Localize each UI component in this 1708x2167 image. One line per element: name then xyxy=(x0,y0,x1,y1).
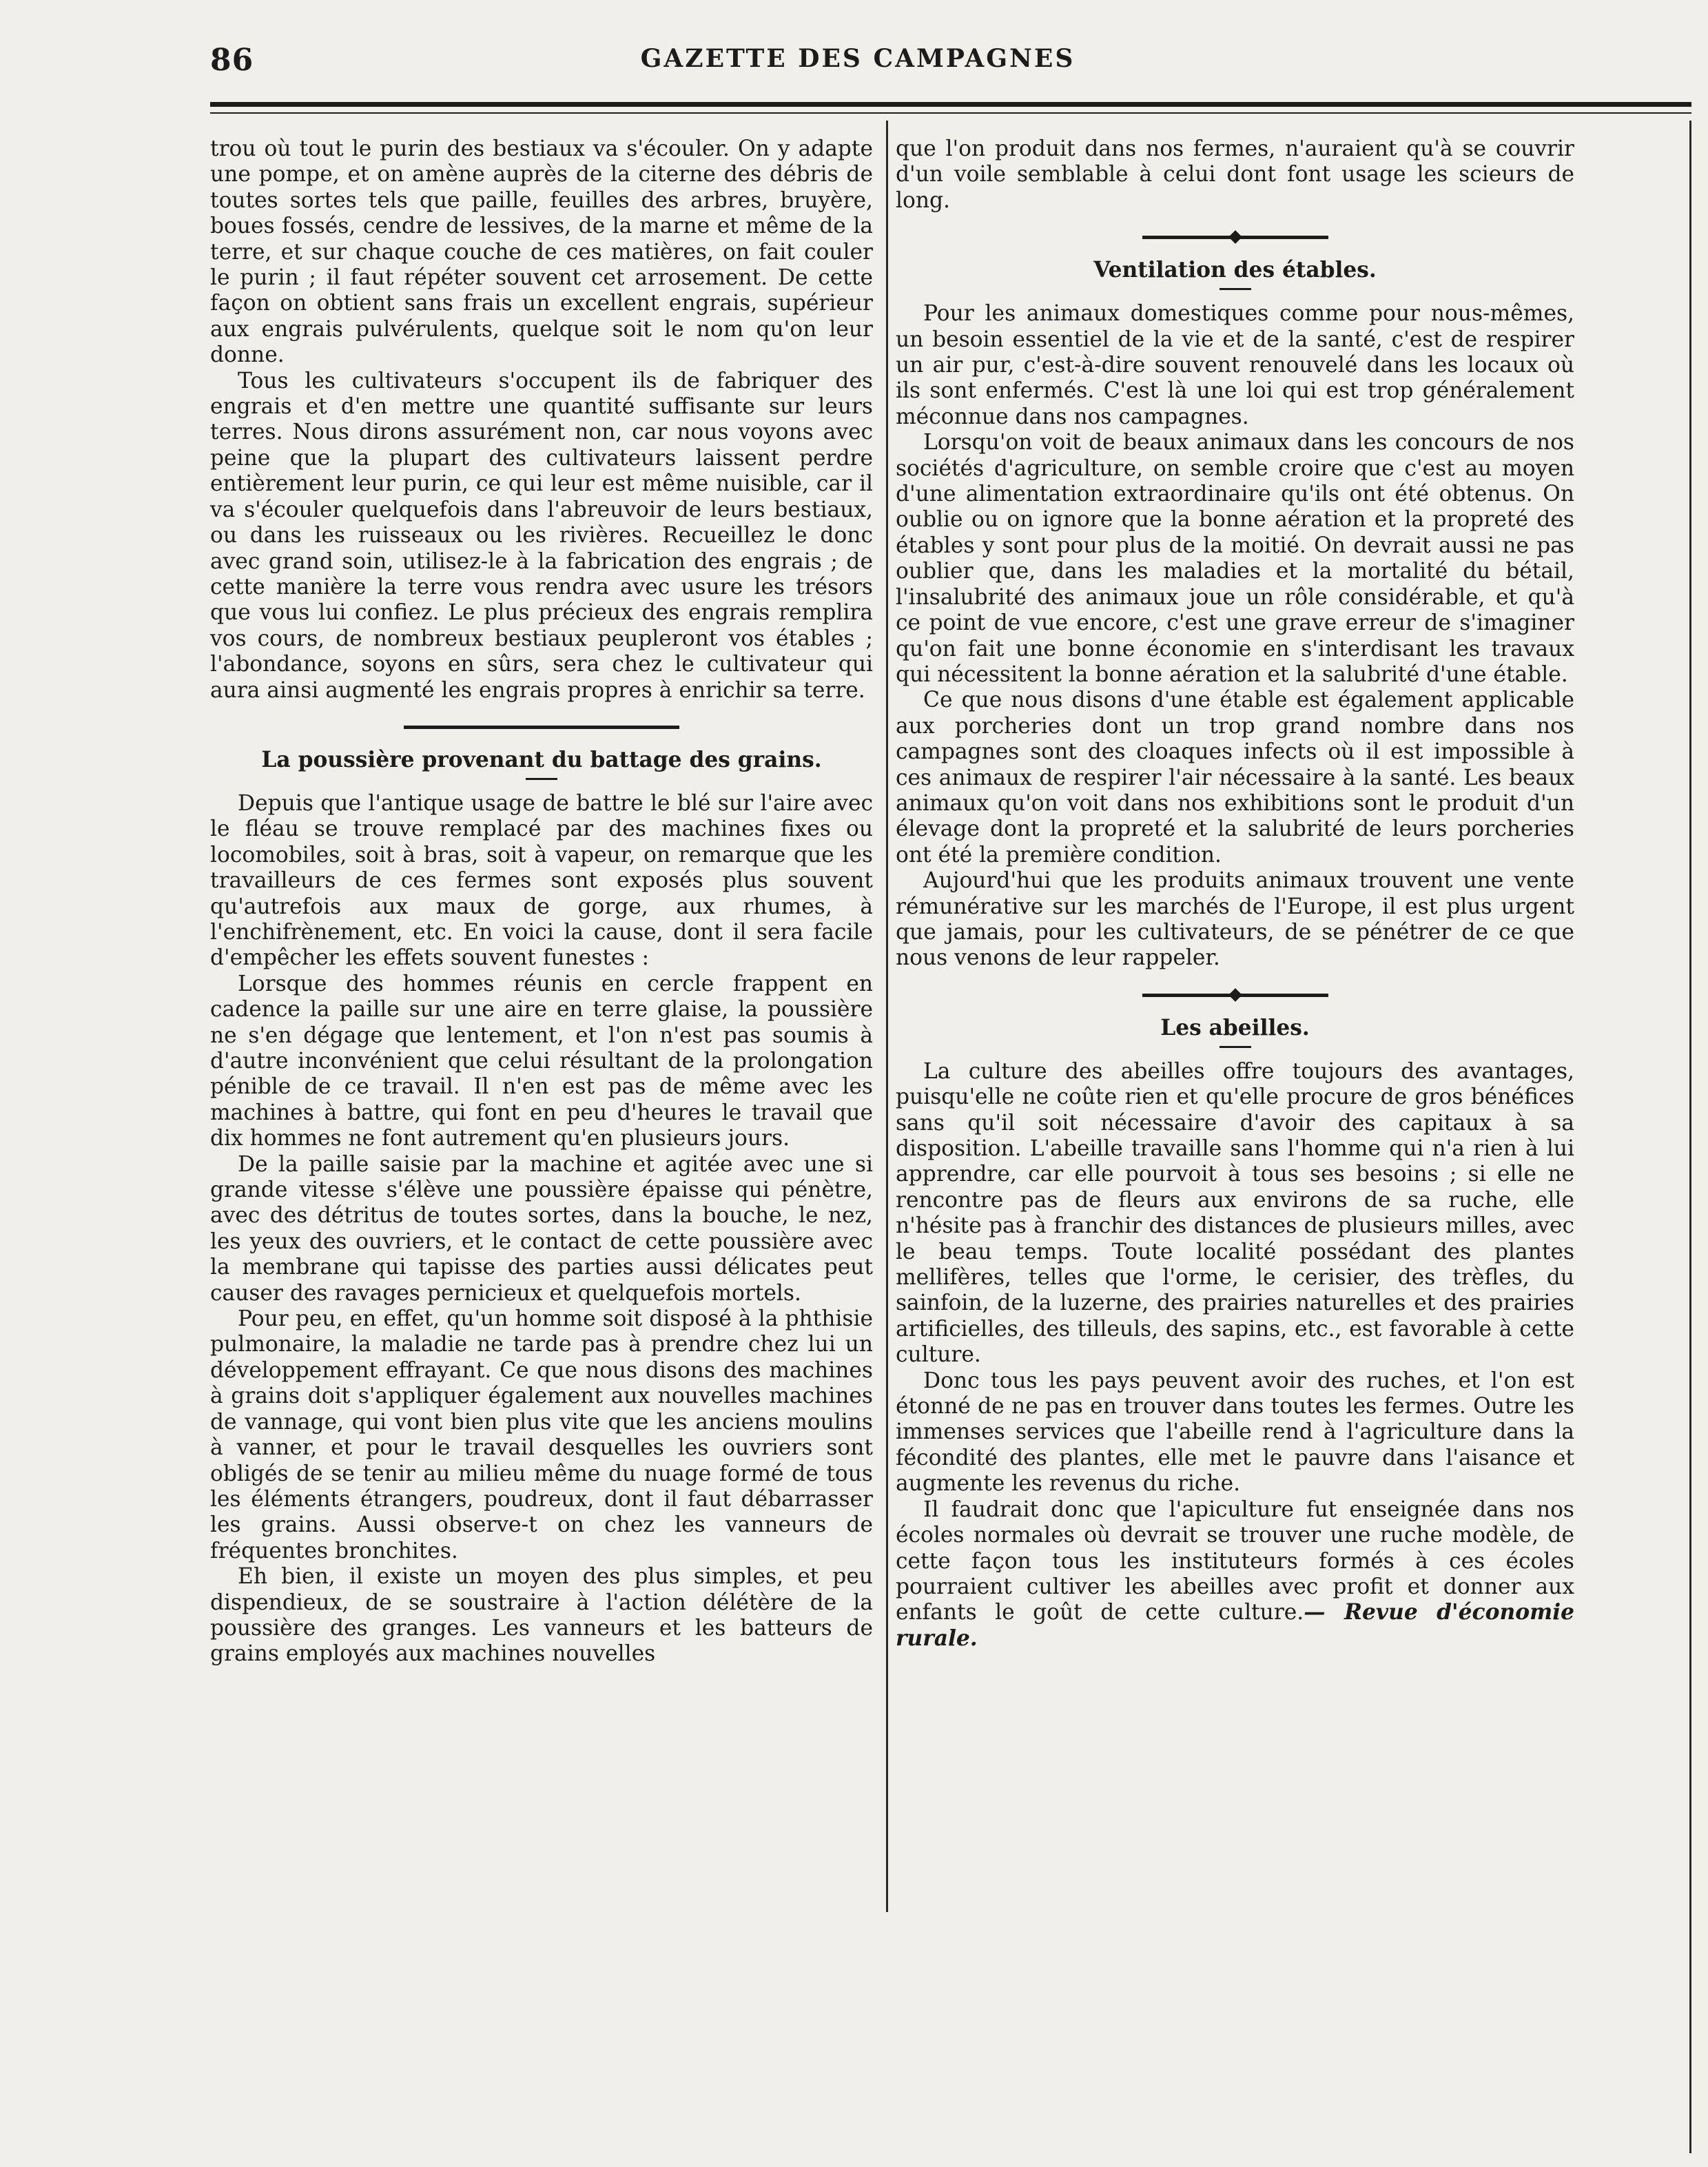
paragraph-with-signature xyxy=(896,1497,1574,1652)
paragraph: Tous les cultivateurs s'occupent ils de fabriquer des engrais et d'en mettre une quantité suffisante sur leurs terres. Nous dirons assurément non, car nous voyons avec peine que la plupart des cultivateurs laissent perdre entièrement leur purin, ce qui leur est même nuisible, car il va s'écouler quelquefois dans l'abreuvoir de leurs bestiaux, ou dans les ruisseaux ou les rivières. Recueillez le donc avec grand soin, utilisez-le à la fabrication des engrais ; de cette manière la terre vous rendra avec usure les trésors que vous lui confiez. Le plus précieux des engrais remplira vos cours, de nombreux bestiaux peupleront vos étables ; l'abondance, soyons en sûrs, sera chez le cultivateur qui aura ainsi augmenté les engrais propres à enrichir sa terre. xyxy=(210,368,873,703)
column-divider xyxy=(886,121,888,1912)
page-header xyxy=(210,43,1505,84)
paragraph: La culture des abeilles offre toujours des avantages, puisqu'elle ne coûte rien et qu'elle procure de gros bénéfices sans qu'il soit nécessaire d'avoir des capitaux à sa disposition. L'abeille travaille sans l'homme qui n'a rien à lui apprendre, car elle pourvoit à tous ses besoins ; si elle ne rencontre pas de fleurs aux environs de sa ruche, elle n'hésite pas à franchir des distances de plusieurs milles, avec le beau temps. Toute localité possédant des plantes mellifères, telles que l'orme, le cerisier, des trèfles, du sainfoin, de la luzerne, des prairies naturelles et des prairies artificielles, des tilleuls, des sapins, etc., est favorable à cette culture. xyxy=(896,1058,1574,1368)
paragraph: Pour les animaux domestiques comme pour nous-mêmes, un besoin essentiel de la vie et de la santé, c'est de respirer un air pur, c'est-à-dire souvent renouvelé dans les locaux où ils sont enfermés. C'est là une loi qui est trop généralement méconnue dans nos campagnes. xyxy=(896,301,1574,429)
paragraph: Donc tous les pays peuvent avoir des ruches, et l'on est étonné de ne pas en trouver dans toutes les fermes. Outre les immenses services que l'abeille rend à l'agriculture dans la fécondité des plantes, elle met le pauvre dans l'aisance et augmente les revenus du riche. xyxy=(896,1368,1574,1497)
source-signature: — Revue d'économie rurale. xyxy=(896,1600,1574,1651)
separator-line xyxy=(404,726,679,729)
title-dash xyxy=(1220,288,1251,290)
paragraph: Pour peu, en effet, qu'un homme soit disposé à la phthisie pulmonaire, la maladie ne tarde pas à prendre chez lui un développement effrayant. Ce que nous disons des machines à grains doit s'appliquer également aux nouvelles machines de vannage, qui vont bien plus vite que les anciens moulins à vanner, et pour le travail desquelles les ouvriers sont obligés de se tenir au milieu même du nuage formé de tous les éléments étrangers, poudreux, dont il faut débarrasser les grains. Aussi observe-t on chez les vanneurs de fréquentes bronchites. xyxy=(210,1306,873,1563)
paragraph: Ce que nous disons d'une étable est également applicable aux porcheries dont un trop grand nombre dans nos campagnes sont des cloaques infects où il est impossible à ces animaux de respirer l'air nécessaire à la santé. Les beaux animaux qu'on voit dans nos exhibitions sont le produit d'un élevage dont la propreté et la salubrité de leurs porcheries ont été la première condition. xyxy=(896,688,1574,867)
header-rule-thick xyxy=(210,102,1691,107)
paragraph: Depuis que l'antique usage de battre le blé sur l'aire avec le fléau se trouve remplacé par des machines fixes ou locomobiles, soit à bras, soit à vapeur, on remarque que les travailleurs de ces fermes sont exposés plus souvent qu'autrefois aux maux de gorge, aux rhumes, à l'enchifrènement, etc. En voici la cause, dont il sera facile d'empêcher les effets souvent funestes : xyxy=(210,790,873,971)
title-dash xyxy=(526,778,557,780)
section-title-bees: Les abeilles. xyxy=(1160,1015,1310,1040)
right-column xyxy=(896,136,1574,1652)
section-title-ventilation: Ventilation des étables. xyxy=(1093,258,1377,283)
header-rule-thin xyxy=(210,112,1691,114)
paragraph: De la paille saisie par la machine et agitée avec une si grande vitesse s'élève une poussière épaisse qui pénètre, avec des détritus de toutes sortes, dans la bouche, le nez, les yeux des ouvriers, et le contact de cette poussière avec la membrane qui tapisse des parties aussi délicates peut causer des ravages pernicieux et quelquefois mortels. xyxy=(210,1151,873,1306)
paragraph: Eh bien, il existe un moyen des plus simples, et peu dispendieux, de se soustraire à l'action délétère de la poussière des granges. Les vanneurs et les batteurs de grains employés aux machines nouvelles xyxy=(210,1564,873,1667)
section-separator xyxy=(896,214,1574,256)
paragraph: Lorsque des hommes réunis en cercle frappent en cadence la paille sur une aire en terre glaise, la poussière ne s'en dégage que lentement, et l'on n'est pas soumis à d'autre inconvénient que celui résultant de la prolongation pénible de ce travail. Il n'en est pas de même avec les machines à battre, qui font en peu d'heures le travail que dix hommes ne font autrement qu'en plusieurs jours. xyxy=(210,971,873,1151)
page-number: 86 xyxy=(210,43,254,78)
paragraph: que l'on produit dans nos fermes, n'auraient qu'à se couvrir d'un voile semblable à celui dont font usage les scieurs de long. xyxy=(896,136,1574,213)
separator-ornament xyxy=(1228,988,1242,1002)
section-title-dust: La poussière provenant du battage des grains. xyxy=(261,747,822,772)
paragraph: Lorsqu'on voit de beaux animaux dans les concours de nos sociétés d'agriculture, on semble croire que c'est au moyen d'une alimentation extraordinaire qu'ils ont été obtenus. On oublie ou on ignore que la bonne aération et la propreté des étables y sont pour plus de la moitié. On devrait aussi ne pas oublier que, dans les maladies et la mortalité du bétail, l'insalubrité des animaux joue un rôle considérable, et qu'à ce point de vue encore, c'est une grave erreur de s'imaginer qu'on fait une bonne économie en s'interdisant les travaux qui nécessitent la bonne aération et la salubrité d'une étable. xyxy=(896,430,1574,687)
separator-ornament xyxy=(1228,230,1242,244)
page-edge-rule xyxy=(1689,121,1691,2153)
paragraph-text: Il faudrait donc que l'apiculture fut enseignée dans nos écoles normales où devrait se trouver une ruche modèle, de cette façon tous les instituteurs formés à ces écoles pourraient cultiver les abeilles avec profit et donner aux enfants le goût de cette culture. xyxy=(896,1497,1574,1625)
section-separator xyxy=(896,972,1574,1014)
paragraph: Aujourd'hui que les produits animaux trouvent une vente rémunérative sur les marchés de l'Europe, il est plus urgent que jamais, pour les cultivateurs, de se pénétrer de ce que nous venons de leur rappeler. xyxy=(896,868,1574,971)
title-dash xyxy=(1220,1046,1251,1048)
paragraph: trou où tout le purin des bestiaux va s'écouler. On y adapte une pompe, et on amène auprès de la citerne des débris de toutes sortes tels que paille, feuilles des arbres, bruyère, boues fossés, cendre de lessives, de la marne et même de la terre, et sur chaque couche de ces matières, on fait couler le purin ; il faut répéter souvent cet arrosement. De cette façon on obtient sans frais un excellent engrais, supérieur aux engrais pulvérulents, quelque soit le nom qu'on leur donne. xyxy=(210,136,873,368)
section-separator xyxy=(210,703,873,746)
left-column xyxy=(210,136,873,1667)
running-title: GAZETTE DES CAMPAGNES xyxy=(640,44,1076,73)
